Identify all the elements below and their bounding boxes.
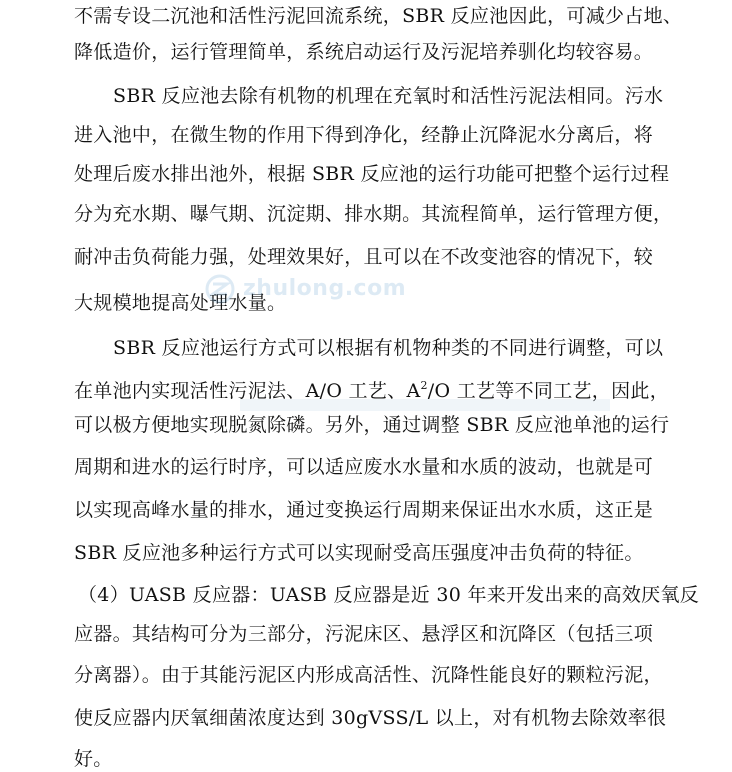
text-line: [74, 374, 732, 403]
text-line: 分离器）。由于其能污泥区内形成高活性、沉降性能良好的颗粒污泥，: [74, 664, 663, 686]
text-line: 可以极方便地实现脱氮除磷。另外，通过调整 SBR 反应池单池的运行: [74, 414, 670, 436]
text-line: 处理后废水排出池外，根据 SBR 反应池的运行功能可把整个运行过程: [74, 163, 670, 185]
text-line: 周期和进水的运行时序，可以适应废水水量和水质的波动，也就是可: [74, 456, 654, 478]
text-segment: 在单池内实现活性污泥法、A/O 工艺、A: [74, 380, 421, 402]
text-line: SBR 反应池运行方式可以根据有机物种类的不同进行调整，可以: [113, 337, 664, 359]
text-line: 大规模地提高处理水量。: [74, 292, 287, 314]
text-segment: /O 工艺等不同工艺，因此，: [427, 380, 669, 402]
watermark-text: zhulong.com: [243, 276, 407, 301]
text-line: 使反应器内厌氧细菌浓度达到 30gVSS/L 以上，对有机物去除效率很: [74, 707, 667, 729]
superscript: 2: [420, 379, 428, 392]
text-line: 分为充水期、曝气期、沉淀期、排水期。其流程简单，运行管理方便，: [74, 203, 673, 225]
text-line: 进入池中，在微生物的作用下得到净化，经静止沉降泥水分离后，将: [74, 124, 654, 146]
text-line: 耐冲击负荷能力强，处理效果好，且可以在不改变池容的情况下，较: [74, 246, 654, 268]
text-line: SBR 反应池去除有机物的机理在充氧时和活性污泥法相同。污水: [113, 85, 664, 107]
text-line: 以实现高峰水量的排水，通过变换运行周期来保证出水水质，这正是: [74, 499, 654, 521]
text-line: 降低造价，运行管理简单，系统启动运行及污泥培养驯化均较容易。: [74, 41, 654, 63]
text-line: 不需专设二沉池和活性污泥回流系统，SBR 反应池因此，可减少占地、: [74, 5, 683, 27]
text-line: 应器。其结构可分为三部分，污泥床区、悬浮区和沉降区（包括三项: [74, 623, 654, 645]
text-line: （4）UASB 反应器：UASB 反应器是近 30 年来开发出来的高效厌氧反: [78, 584, 700, 606]
text-line: 好。: [74, 748, 113, 770]
text-line: SBR 反应池多种运行方式可以实现耐受高压强度冲击负荷的特征。: [74, 542, 644, 564]
